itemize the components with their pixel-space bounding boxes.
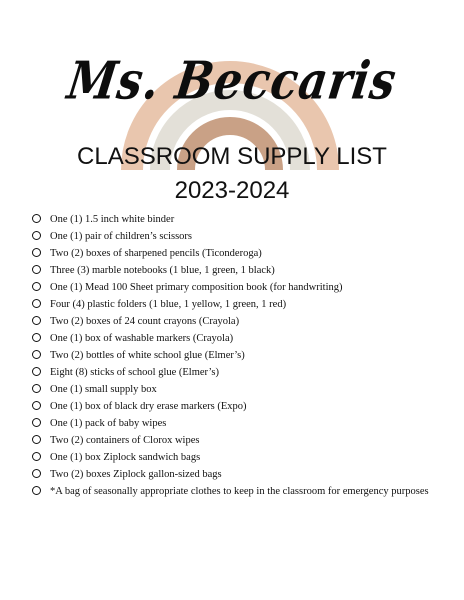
- supply-item-text: Two (2) containers of Clorox wipes: [50, 435, 200, 446]
- supply-item-text: Three (3) marble notebooks (1 blue, 1 green, 1 black): [50, 265, 275, 276]
- supply-item: [32, 485, 432, 498]
- circle-bullet-icon: [32, 401, 41, 410]
- supply-item: [32, 383, 432, 396]
- supply-list: [32, 213, 432, 502]
- supply-item-text: One (1) Mead 100 Sheet primary composition book (for handwriting): [50, 282, 343, 293]
- supply-item-text: One (1) pair of children’s scissors: [50, 231, 193, 242]
- supply-item: [32, 264, 432, 277]
- school-year: 2023-2024: [174, 177, 290, 204]
- supply-item-text: Two (2) boxes of 24 count crayons (Crayola): [50, 316, 240, 327]
- circle-bullet-icon: [32, 231, 41, 240]
- supply-item: [32, 332, 432, 345]
- supply-item: [32, 434, 432, 447]
- supply-item-text: One (1) box Ziplock sandwich bags: [50, 452, 201, 463]
- circle-bullet-icon: [32, 333, 41, 342]
- supply-item-text: Four (4) plastic folders (1 blue, 1 yellow, 1 green, 1 red): [50, 299, 287, 310]
- supply-item: [32, 400, 432, 413]
- circle-bullet-icon: [32, 384, 41, 393]
- circle-bullet-icon: [32, 299, 41, 308]
- supply-item: [32, 315, 432, 328]
- supply-item: [32, 451, 432, 464]
- supply-item: [32, 230, 432, 243]
- circle-bullet-icon: [32, 452, 41, 461]
- circle-bullet-icon: [32, 418, 41, 427]
- supply-item: [32, 349, 432, 362]
- circle-bullet-icon: [32, 435, 41, 444]
- supply-item: [32, 213, 432, 226]
- supply-item-text: One (1) small supply box: [50, 384, 157, 395]
- supply-item-text: Two (2) boxes Ziplock gallon-sized bags: [50, 469, 222, 480]
- circle-bullet-icon: [32, 469, 41, 478]
- supply-item-text: Two (2) bottles of white school glue (Elmer’s): [50, 350, 245, 361]
- circle-bullet-icon: [32, 248, 41, 257]
- supply-item-text: *A bag of seasonally appropriate clothes to keep in the classroom for emergency purposes: [50, 486, 429, 497]
- circle-bullet-icon: [32, 214, 41, 223]
- circle-bullet-icon: [32, 350, 41, 359]
- circle-bullet-icon: [32, 316, 41, 325]
- supply-item: [32, 366, 432, 379]
- circle-bullet-icon: [32, 282, 41, 291]
- supply-item-text: Two (2) boxes of sharpened pencils (Ticonderoga): [50, 248, 262, 259]
- supply-item-text: One (1) pack of baby wipes: [50, 418, 167, 429]
- supply-item-text: One (1) box of washable markers (Crayola): [50, 333, 234, 344]
- supply-item: [32, 298, 432, 311]
- teacher-name: Ms. Beccaris: [63, 51, 401, 112]
- circle-bullet-icon: [32, 265, 41, 274]
- supply-item: [32, 468, 432, 481]
- supply-item-text: One (1) 1.5 inch white binder: [50, 214, 175, 225]
- supply-item-text: Eight (8) sticks of school glue (Elmer’s): [50, 367, 219, 378]
- list-title: CLASSROOM SUPPLY LIST: [77, 143, 387, 170]
- supply-item: [32, 247, 432, 260]
- circle-bullet-icon: [32, 367, 41, 376]
- circle-bullet-icon: [32, 486, 41, 495]
- supply-item: [32, 417, 432, 430]
- supply-item-text: One (1) box of black dry erase markers (Expo): [50, 401, 247, 412]
- supply-item: [32, 281, 432, 294]
